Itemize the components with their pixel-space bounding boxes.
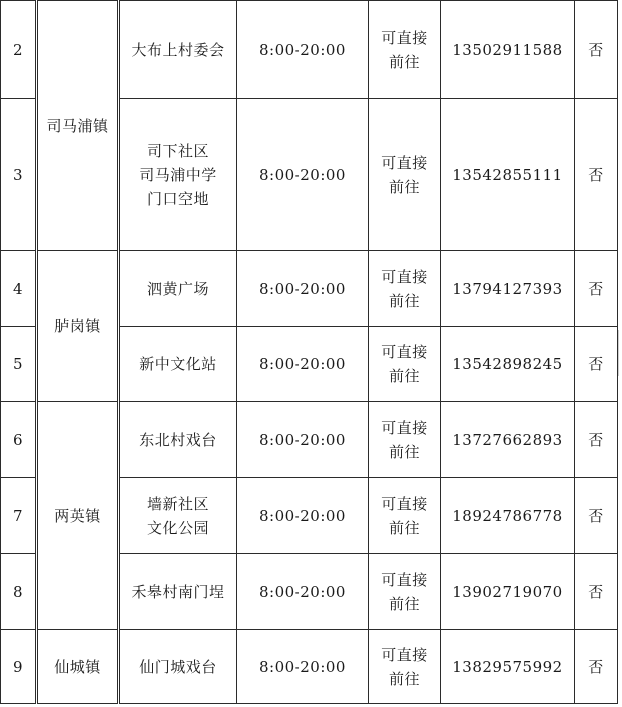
opening-hours: 8:00-20:00 [237,402,369,478]
table-row [1,630,618,704]
row-number: 9 [1,630,37,704]
site-name: 泗黄广场 [119,251,237,327]
opening-hours: 8:00-20:00 [237,99,369,251]
site-name: 司下社区 司马浦中学 门口空地 [119,99,237,251]
town-name: 仙城镇 [37,630,119,704]
contact-phone: 13542898245 [441,327,575,402]
appointment-required: 否 [575,99,618,251]
contact-phone: 13794127393 [441,251,575,327]
site-name: 新中文化站 [119,327,237,402]
walk-in-status: 可直接 前往 [369,1,441,99]
site-name: 墙新社区 文化公园 [119,478,237,554]
appointment-required: 否 [575,478,618,554]
site-name: 东北村戏台 [119,402,237,478]
row-number: 6 [1,402,37,478]
page-edge-marker [618,330,622,376]
appointment-required: 否 [575,630,618,704]
opening-hours: 8:00-20:00 [237,251,369,327]
appointment-required: 否 [575,402,618,478]
contact-phone: 13502911588 [441,1,575,99]
site-name: 仙门城戏台 [119,630,237,704]
appointment-required: 否 [575,327,618,402]
appointment-required: 否 [575,1,618,99]
row-number: 7 [1,478,37,554]
contact-phone: 13902719070 [441,554,575,630]
row-number: 4 [1,251,37,327]
walk-in-status: 可直接 前往 [369,478,441,554]
table-row [1,1,618,99]
walk-in-status: 可直接 前往 [369,630,441,704]
town-name: 两英镇 [37,402,119,630]
opening-hours: 8:00-20:00 [237,554,369,630]
row-number: 3 [1,99,37,251]
site-name: 禾皋村南门埕 [119,554,237,630]
walk-in-status: 可直接 前往 [369,554,441,630]
row-number: 2 [1,1,37,99]
contact-phone: 18924786778 [441,478,575,554]
row-number: 8 [1,554,37,630]
opening-hours: 8:00-20:00 [237,1,369,99]
walk-in-status: 可直接 前往 [369,99,441,251]
opening-hours: 8:00-20:00 [237,630,369,704]
table-row [1,251,618,327]
site-name: 大布上村委会 [119,1,237,99]
contact-phone: 13829575992 [441,630,575,704]
walk-in-status: 可直接 前往 [369,251,441,327]
contact-phone: 13542855111 [441,99,575,251]
walk-in-status: 可直接 前往 [369,327,441,402]
town-name: 司马浦镇 [37,1,119,251]
appointment-required: 否 [575,251,618,327]
row-number: 5 [1,327,37,402]
town-name: 胪岗镇 [37,251,119,402]
opening-hours: 8:00-20:00 [237,327,369,402]
table-row [1,402,618,478]
walk-in-status: 可直接 前往 [369,402,441,478]
contact-phone: 13727662893 [441,402,575,478]
opening-hours: 8:00-20:00 [237,478,369,554]
appointment-required: 否 [575,554,618,630]
